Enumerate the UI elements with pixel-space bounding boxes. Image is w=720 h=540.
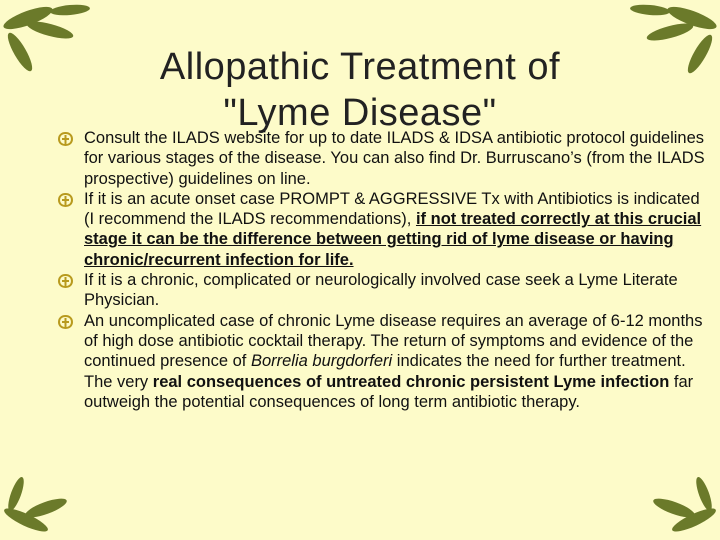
title-line-2: "Lyme Disease" <box>223 92 497 134</box>
bullet-item <box>58 128 712 189</box>
leaf-bullet-icon <box>58 315 73 329</box>
bullet-text: indicates the need for further treatment. The very <box>84 352 686 391</box>
bullet-text: If it is a chronic, complicated or neurologically involved case seek a Lyme Literate Physician. <box>84 271 678 310</box>
slide-title <box>100 44 620 136</box>
bullet-item <box>58 311 712 412</box>
bamboo-branch-icon <box>0 430 110 540</box>
bullet-text: If it is an acute onset case PROMPT & AGGRESSIVE Tx with Antibiotics is indicated (I recommend the ILADS recommendations), <box>84 189 700 229</box>
bullet-list <box>58 128 712 412</box>
leaf-bullet-icon <box>58 274 73 288</box>
bullet-item <box>58 270 712 311</box>
bamboo-branch-icon <box>610 430 720 540</box>
bullet-text: An uncomplicated case of chronic Lyme disease requires an average of 6-12 months of high dose antibiotic cocktail therapy. The return of symptoms and evidence of the continued presence of <box>84 311 703 371</box>
bullet-text-underlined: if not treated correctly at this crucial stage it can be the difference between getting rid of lyme disease or having chronic/recurrent infection for life. <box>84 210 702 269</box>
bullet-text: Consult the ILADS website for up to date ILADS & IDSA antibiotic protocol guidelines for various stages of the disease. You can also find Dr. Burruscano’s (from the ILADS prospective) guidelines on line. <box>84 129 705 188</box>
title-line-1: Allopathic Treatment of <box>159 46 561 88</box>
bullet-text: far outweigh the potential consequences of long term antibiotic therapy. <box>84 372 694 411</box>
bullet-text-italic: Borrelia burgdorferi <box>250 352 393 371</box>
bullet-item <box>58 189 712 270</box>
leaf-bullet-icon <box>58 132 73 146</box>
leaf-bullet-icon <box>58 193 73 207</box>
bullet-text-bold: real consequences of untreated chronic persistent Lyme infection <box>152 372 670 391</box>
